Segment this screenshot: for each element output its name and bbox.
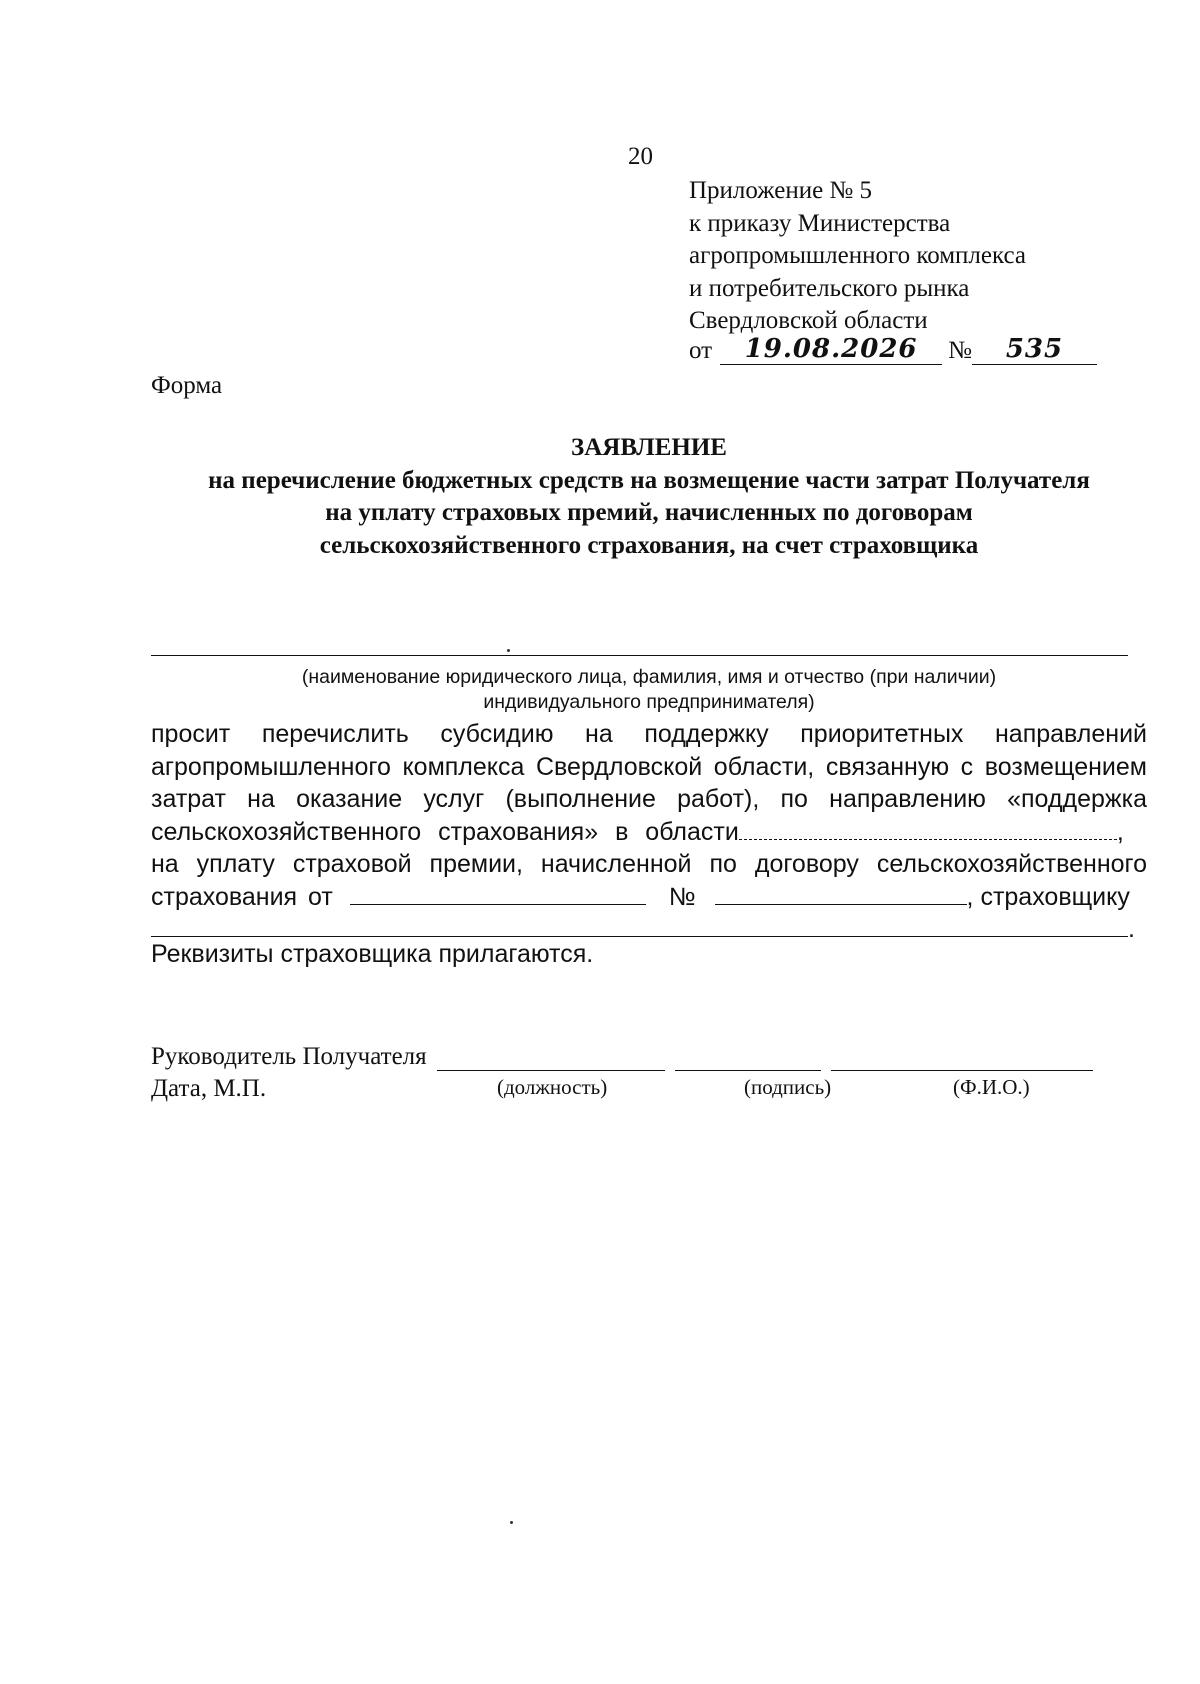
- contract-number-field: [715, 884, 967, 905]
- order-reference: [689, 335, 1097, 365]
- scan-speck: [510, 1521, 513, 1524]
- body-line: агропромышленного комплекса Свердловской области, связанную с возмещением: [151, 752, 1147, 781]
- title-line: на уплату страховых премий, начисленных по договорам: [325, 499, 973, 526]
- order-number-label: №: [948, 337, 972, 364]
- date-stamp-label: Дата, М.П.: [151, 1075, 267, 1102]
- appendix-line: к приказу Министерства: [689, 209, 951, 237]
- form-label: Форма: [151, 372, 223, 399]
- caption-signature: (подпись): [744, 1075, 832, 1099]
- full-name-field: [831, 1046, 1093, 1071]
- signature-row: [151, 1043, 1093, 1071]
- title-heading: ЗАЯВЛЕНИЕ: [571, 434, 727, 461]
- document-title: [151, 432, 1147, 562]
- body-text-region: сельскохозяйственного страхования» в области: [151, 817, 739, 846]
- scan-speck: [507, 649, 510, 652]
- order-number-handwritten: 535: [1005, 334, 1064, 364]
- caption-line: индивидуального предпринимателя): [483, 691, 815, 713]
- appendix-line: агропромышленного комплекса: [689, 242, 1027, 269]
- order-number-field: [972, 335, 1097, 365]
- appendix-block: [689, 175, 1026, 338]
- requisites-note: Реквизиты страховщика прилагаются.: [151, 940, 594, 968]
- order-from-label: от: [689, 337, 713, 364]
- body-line: на уплату страховой премии, начисленной по договору сельскохозяйственного: [151, 850, 1147, 878]
- body-line-region: [151, 816, 1147, 849]
- application-body: [151, 718, 1147, 946]
- page-number: 20: [628, 143, 653, 170]
- head-label: Руководитель Получателя: [151, 1043, 427, 1070]
- caption-line: (наименование юридического лица, фамилия, имя и отчество (при наличии): [301, 666, 997, 688]
- title-line: на перечисление бюджетных средств на возмещение части затрат Получателя: [208, 466, 1090, 494]
- appendix-line: и потребительского рынка: [689, 274, 970, 302]
- signature-field: [675, 1046, 821, 1071]
- applicant-name-line: [151, 655, 1128, 656]
- body-line: затрат на оказание услуг (выполнение работ), по направлению «поддержка: [151, 785, 1147, 813]
- region-field: [739, 819, 1117, 840]
- appendix-line: Свердловской области: [689, 307, 928, 334]
- order-date-handwritten: 19.08.2026: [744, 334, 918, 364]
- body-line: просит перечислить субсидию на поддержку приоритетных направлений: [151, 720, 1147, 748]
- insurer-label: , страховщику: [966, 882, 1130, 911]
- appendix-line: Приложение № 5: [689, 177, 873, 204]
- caption-full-name: (Ф.И.О.): [953, 1075, 1030, 1099]
- position-field: [437, 1046, 665, 1071]
- contract-from-label: страхования от: [151, 882, 333, 911]
- body-line-contract: [151, 881, 1147, 914]
- title-line: сельскохозяйственного страхования, на счет страховщика: [319, 531, 979, 559]
- order-date-field: [720, 335, 942, 365]
- insurer-name-field: [151, 916, 1128, 937]
- applicant-caption: [151, 665, 1147, 715]
- contract-date-field: [350, 884, 646, 905]
- contract-number-label: №: [668, 882, 696, 911]
- caption-position: (должность): [497, 1075, 608, 1099]
- body-punct: .: [1128, 915, 1135, 943]
- body-punct: ,: [1116, 817, 1124, 846]
